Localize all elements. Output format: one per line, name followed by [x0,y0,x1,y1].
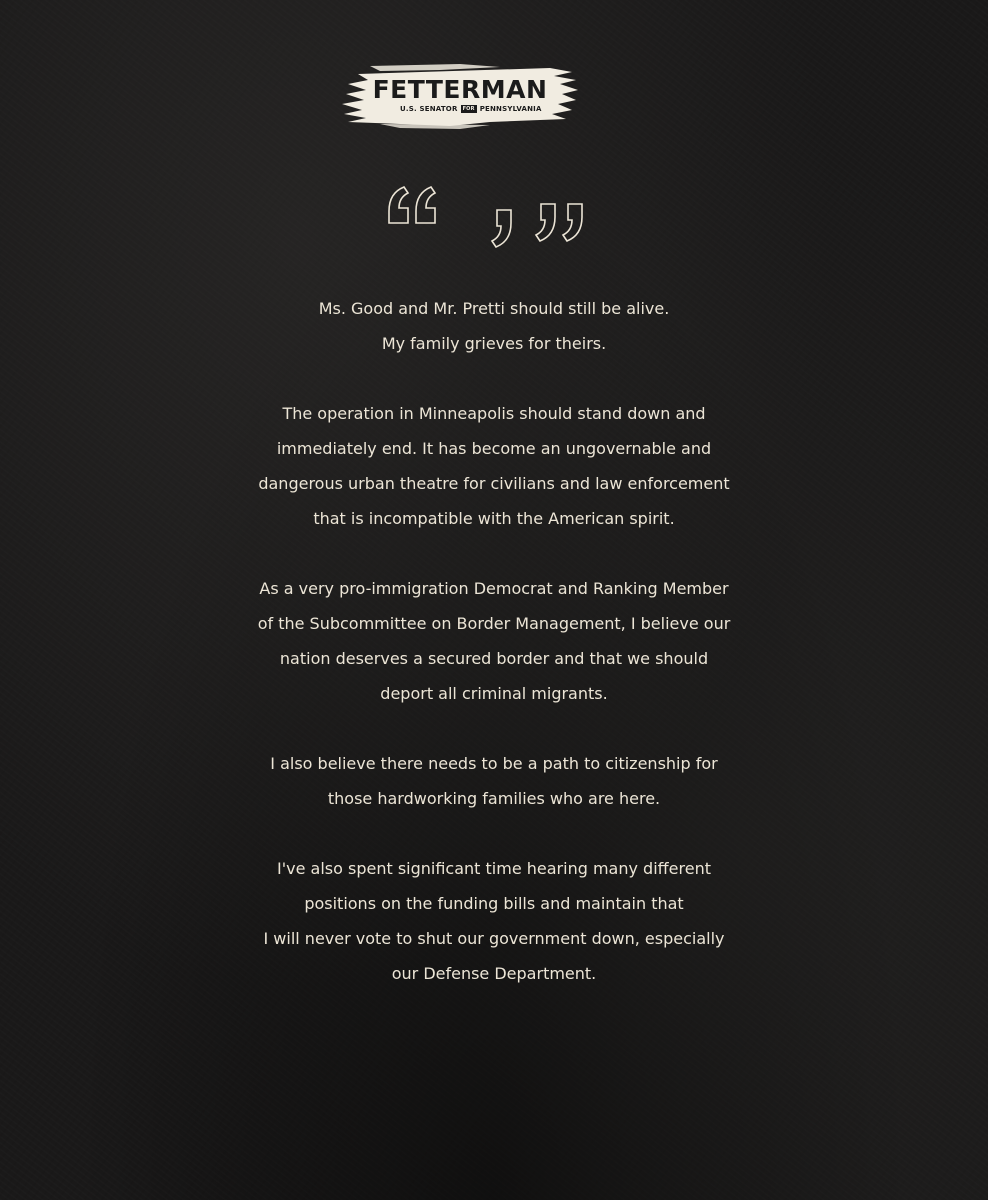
statement-line: of the Subcommittee on Border Management, I believe our [257,614,731,633]
senator-logo [340,64,580,130]
statement-line: positions on the funding bills and maintain that [304,894,684,913]
statement-line: deport all criminal migrants. [380,684,608,703]
statement-line: I will never vote to shut our government down, especially [263,929,725,948]
statement-line: I also believe there needs to be a path to citizenship for [270,754,718,773]
statement-line: our Defense Department. [391,964,597,983]
statement-line: dangerous urban theatre for civilians and law enforcement [258,474,730,493]
statement-line: The operation in Minneapolis should stand down and [282,404,706,423]
statement-line: I've also spent significant time hearing many different [277,859,711,878]
statement-line: those hardworking families who are here. [327,789,661,808]
statement-line: immediately end. It has become an ungovernable and [276,439,712,458]
logo-title: FETTERMAN [372,75,548,104]
quotation-marks-icon [384,183,594,257]
statement-line: nation deserves a secured border and that we should [279,649,709,668]
statement-paragraph [0,291,988,361]
statement-line: Ms. Good and Mr. Pretti should still be alive. [318,299,670,318]
statement-line: As a very pro-immigration Democrat and Ranking Member [259,579,729,598]
statement-line: My family grieves for theirs. [381,334,607,353]
statement-paragraph [0,571,988,711]
statement-paragraph [0,396,988,536]
logo-subtitle-for: FOR [462,106,475,112]
logo-subtitle-left: U.S. SENATOR [400,105,458,113]
statement-text [0,291,988,1026]
statement-line: that is incompatible with the American spirit. [313,509,675,528]
statement-paragraph [0,851,988,991]
logo-subtitle-right: PENNSYLVANIA [479,105,542,113]
logo-subtitle [400,104,540,114]
statement-paragraph [0,746,988,816]
